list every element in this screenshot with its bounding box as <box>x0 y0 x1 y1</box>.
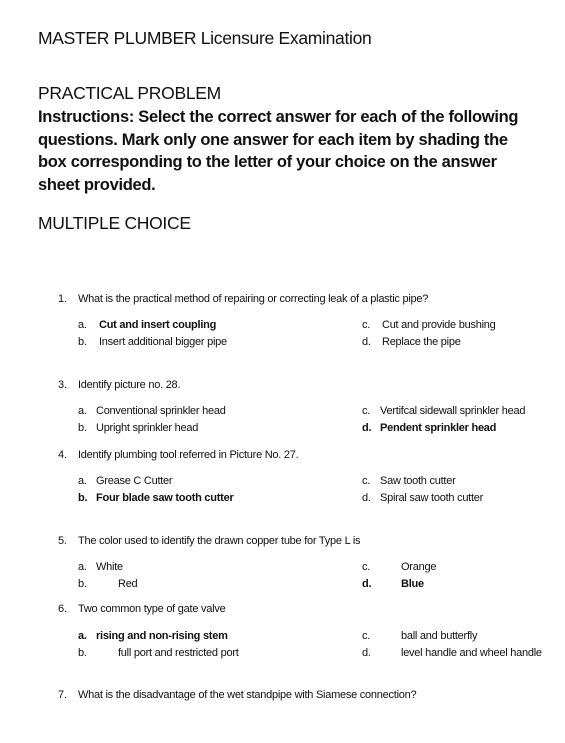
option-letter: d. <box>362 578 372 590</box>
option-letter: c. <box>362 630 371 642</box>
option-text: full port and restricted port <box>118 647 239 659</box>
question-number: 4. <box>58 449 67 461</box>
option-letter: d. <box>362 492 371 504</box>
exam-title: MASTER PLUMBER Licensure Examination <box>38 28 372 48</box>
subsection-title: MULTIPLE CHOICE <box>38 213 191 233</box>
option-letter: d. <box>362 422 372 434</box>
option-text: Cut and insert coupling <box>99 319 217 331</box>
option-text: Red <box>118 578 138 590</box>
option-letter: a. <box>78 405 87 417</box>
option-text: Blue <box>401 578 424 590</box>
option-text: Spiral saw tooth cutter <box>380 492 484 504</box>
option-letter: c. <box>362 561 371 573</box>
option-letter: b. <box>78 336 87 348</box>
option-letter: b. <box>78 422 87 434</box>
option-text: Grease C Cutter <box>96 475 173 487</box>
option-letter: b. <box>78 492 88 504</box>
option-letter: a. <box>78 630 87 642</box>
option-text: White <box>96 561 123 573</box>
question-text: What is the practical method of repairing or correcting leak of a plastic pipe? <box>78 293 429 305</box>
option-letter: d. <box>362 336 371 348</box>
option-text: rising and non-rising stem <box>96 630 228 642</box>
question-number: 3. <box>58 379 67 391</box>
question-text: What is the disadvantage of the wet standpipe with Siamese connection? <box>78 689 417 701</box>
question-text: Two common type of gate valve <box>78 603 226 615</box>
question-number: 1. <box>58 293 67 305</box>
question-number: 7. <box>58 689 67 701</box>
option-text: level handle and wheel handle <box>401 647 542 659</box>
option-text: Vertifcal sidewall sprinkler head <box>380 405 526 417</box>
option-text: Insert additional bigger pipe <box>99 336 227 348</box>
option-letter: a. <box>78 561 87 573</box>
option-text: Replace the pipe <box>382 336 461 348</box>
option-text: Orange <box>401 561 437 573</box>
option-letter: b. <box>78 647 87 659</box>
option-text: Cut and provide bushing <box>382 319 496 331</box>
question-text: The color used to identify the drawn copper tube for Type L is <box>78 535 361 547</box>
question-number: 5. <box>58 535 67 547</box>
section-title: PRACTICAL PROBLEM <box>38 83 221 103</box>
option-letter: c. <box>362 405 371 417</box>
option-letter: a. <box>78 319 87 331</box>
option-letter: c. <box>362 319 371 331</box>
option-letter: c. <box>362 475 371 487</box>
option-text: Saw tooth cutter <box>380 475 456 487</box>
option-text: Upright sprinkler head <box>96 422 199 434</box>
option-text: Pendent sprinkler head <box>380 422 497 434</box>
instructions: Instructions: Select the correct answer for each of the following questions. Mark only one answer for each item by shading the box corresponding to the letter of your choice on the answer sheet provided. <box>38 108 519 194</box>
option-text: ball and butterfly <box>401 630 478 642</box>
question-text: Identify picture no. 28. <box>78 379 181 391</box>
option-letter: d. <box>362 647 371 659</box>
question-text: Identify plumbing tool referred in Picture No. 27. <box>78 449 299 461</box>
question-number: 6. <box>58 603 67 615</box>
option-letter: a. <box>78 475 87 487</box>
option-text: Conventional sprinkler head <box>96 405 226 417</box>
option-letter: b. <box>78 578 87 590</box>
option-text: Four blade saw tooth cutter <box>96 492 234 504</box>
